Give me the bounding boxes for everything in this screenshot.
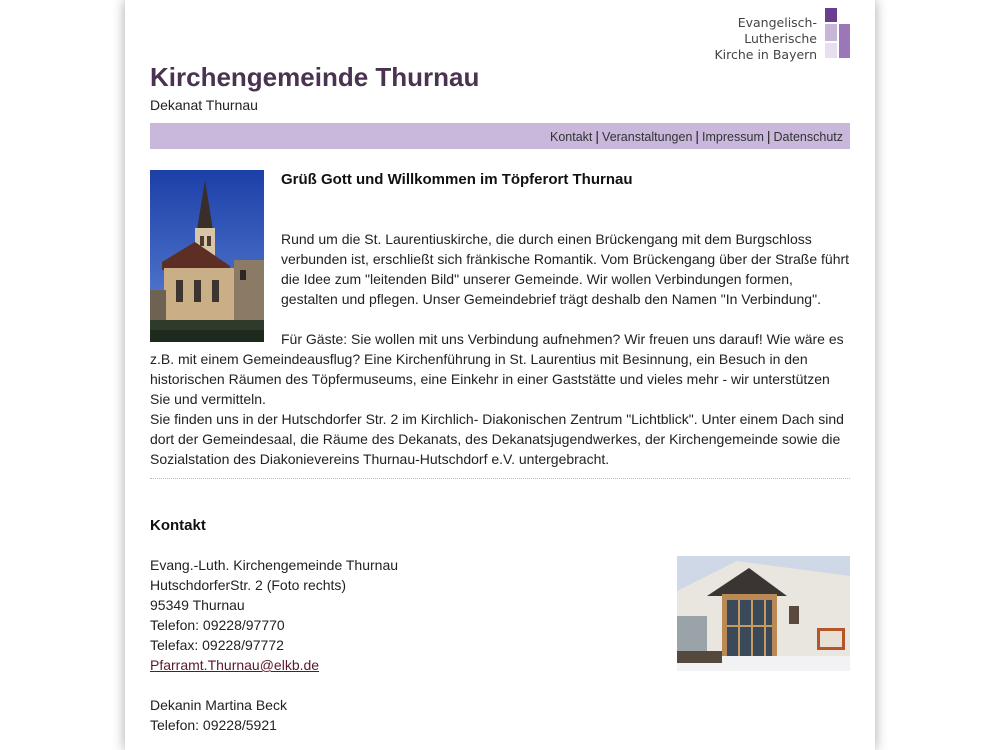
content-area: [150, 0, 850, 750]
guests-paragraph: Für Gäste: Sie wollen mit uns Verbindung aufnehmen? Wir freuen uns darauf! Wie wäre es z.B. mit einem Gemeindeausflug? Eine Kirchenführung in St. Laurentius mit Besinnung, ein Besuch in den historischen Räumen des Töpfermuseums, eine Einkehr in einer Gaststätte und vieles mehr - wir unterstützen Sie und vermitteln.: [150, 331, 844, 407]
elkb-logo[interactable]: [670, 8, 850, 62]
nav-separator: |: [766, 128, 771, 144]
nav-link-datenschutz[interactable]: Datenschutz: [773, 130, 843, 144]
kontakt-org: Evang.-Luth. Kirchengemeinde Thurnau: [150, 557, 399, 573]
logo-text: [670, 15, 817, 63]
nav-link-veranstaltungen[interactable]: Veranstaltungen: [602, 130, 693, 144]
building-photo: [677, 556, 850, 671]
logo-mark-icon: [825, 8, 850, 58]
page-container: [125, 0, 875, 750]
location-paragraph: Sie finden uns in der Hutschdorfer Str. 2 im Kirchlich- Diakonischen Zentrum "Lichtblick". Unter einem Dach sind dort der Gemeindesaal, die Räume des Dekanats, des Dekanatsjugendwerkes, der Kirchengemeinde sowie die Sozialstation des Diakonievereins Thurnau-Hutschdorf e.V. untergebracht.: [150, 411, 844, 467]
main-nav: [550, 128, 843, 144]
kontakt-heading: Kontakt: [150, 517, 206, 534]
church-photo: [150, 170, 264, 342]
kontakt-person: Dekanin Martina Beck: [150, 697, 287, 713]
nav-separator: |: [695, 128, 700, 144]
kontakt-fax: Telefax: 09228/97772: [150, 637, 284, 653]
nav-link-kontakt[interactable]: Kontakt: [550, 130, 593, 144]
welcome-heading: Grüß Gott und Willkommen im Töpferort Thurnau: [281, 171, 633, 188]
logo-line-2: Kirche in Bayern: [714, 47, 817, 62]
section-divider: [150, 478, 850, 479]
kontakt-address: [150, 555, 398, 735]
kontakt-street: HutschdorferStr. 2 (Foto rechts): [150, 577, 347, 593]
kontakt-person-phone: Telefon: 09228/5921: [150, 717, 277, 733]
intro-paragraph: Rund um die St. Laurentiuskirche, die durch einen Brückengang mit dem Burgschloss verbunden ist, erschließt sich fränkische Romantik. Vom Brückengang über der Straße führt die Idee zum "leitenden Bild" unserer Gemeinde. Wir wollen Verbindungen formen, gestalten und pflegen. Unser Gemeindebrief trägt deshalb den Namen "In Verbindung".: [281, 231, 850, 307]
kontakt-email-link[interactable]: Pfarramt.Thurnau@elkb.de: [150, 657, 320, 673]
kontakt-phone: Telefon: 09228/97770: [150, 617, 285, 633]
logo-line-1: Evangelisch-Lutherische: [737, 15, 817, 46]
nav-link-impressum[interactable]: Impressum: [702, 130, 764, 144]
kontakt-city: 95349 Thurnau: [150, 597, 245, 613]
site-title[interactable]: Kirchengemeinde Thurnau: [150, 62, 480, 92]
nav-bar: [150, 123, 850, 149]
site-subtitle: Dekanat Thurnau: [150, 97, 258, 113]
nav-separator: |: [595, 128, 600, 144]
